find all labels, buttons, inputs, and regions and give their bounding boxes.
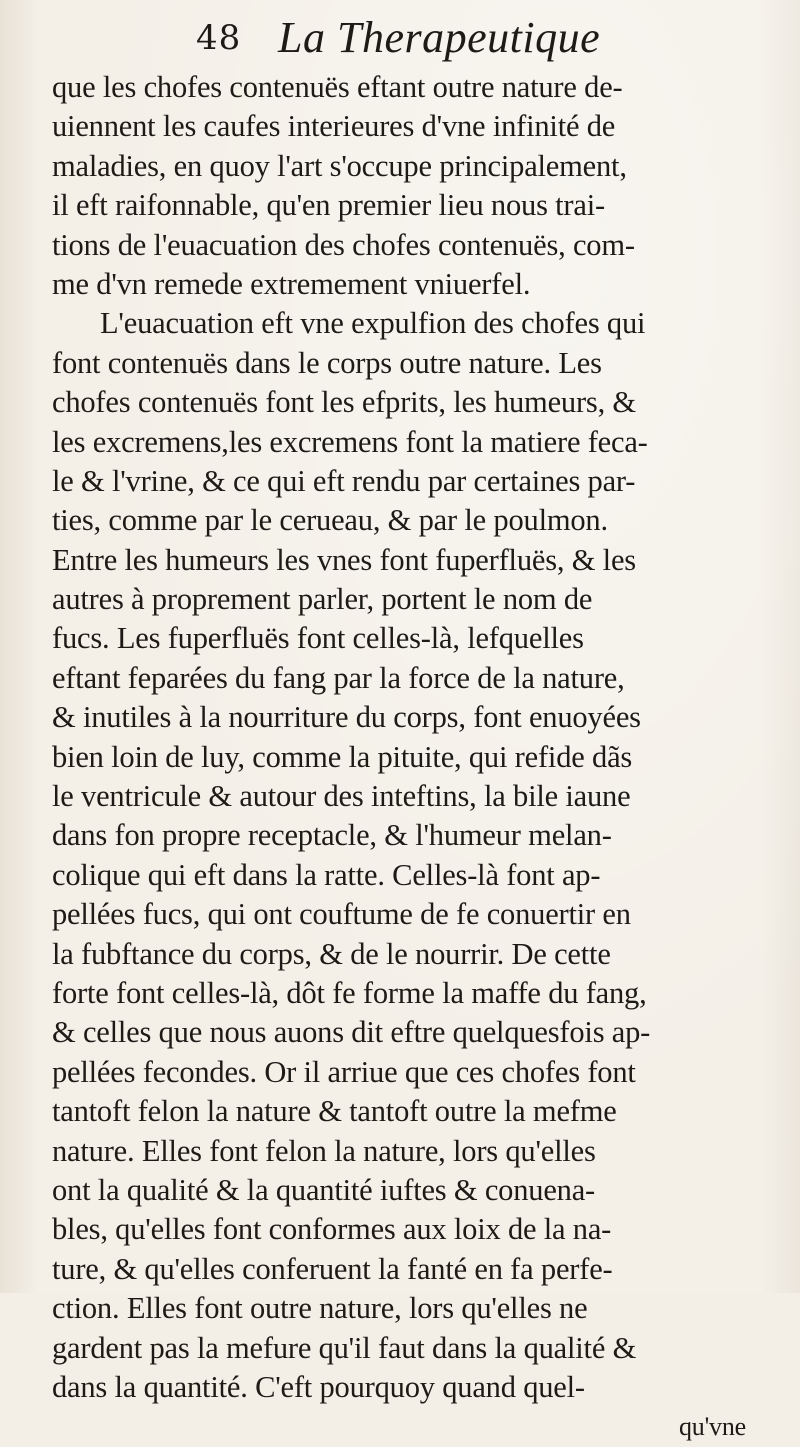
text-line: & celles que nous auons dit eftre quelquesfois ap- [52,1015,651,1050]
running-head [186,14,706,74]
text-line: dans fon propre receptacle, & l'humeur melan- [52,818,612,853]
text-line: ties, comme par le cerueau, & par le poulmon. [52,503,608,538]
text-line: les excremens,les excremens font la matiere feca- [52,424,648,459]
text-line: dans la quantité. C'eft pourquoy quand quel- [52,1369,585,1404]
text-line: & inutiles à la nourriture du corps, font enuoyées [52,700,641,735]
text-line: ture, & qu'elles conferuent la fanté en fa perfe- [52,1251,613,1286]
text-line: chofes contenuës font les efprits, les humeurs, & [52,385,636,420]
text-line: L'euacuation eft vne expulfion des chofes qui [100,306,646,341]
text-line: forte font celles-là, dôt fe forme la maffe du fang, [52,975,647,1010]
text-line: bles, qu'elles font conformes aux loix de la na- [52,1212,612,1247]
text-line: bien loin de luy, comme la pituite, qui refide dãs [52,739,633,774]
text-line: nature. Elles font felon la nature, lors qu'elles [52,1133,596,1168]
text-line: fucs. Les fuperfluës font celles-là, lefquelles [52,621,584,656]
text-line: gardent pas la mefure qu'il faut dans la qualité & [52,1330,637,1365]
book-title: La Therapeutique [278,13,601,62]
text-line: Entre les humeurs les vnes font fuperfluës, & les [52,542,636,577]
page-number: 48 [196,18,242,58]
text-line: uiennent les caufes interieures d'vne infinité de [52,109,616,144]
text-line: il eft raifonnable, qu'en premier lieu nous trai- [52,188,605,223]
text-line: eftant feparées du fang par la force de la nature, [52,660,625,695]
text-line: ont la qualité & la quantité iuftes & conuena- [52,1172,596,1207]
text-line: le & l'vrine, & ce qui eft rendu par certaines par- [52,463,636,498]
text-line: tions de l'euacuation des chofes contenuës, com- [52,227,635,262]
text-line: me d'vn remede extremement vniuerfel. [52,266,531,301]
text-line: la fubftance du corps, & de le nourrir. De cette [52,936,611,971]
catchword: qu'vne [678,1412,746,1442]
body-text [52,68,772,1447]
text-line: maladies, en quoy l'art s'occupe principalement, [52,148,627,183]
text-line: le ventricule & autour des inteftins, la bile iaune [52,779,631,814]
text-line: pellées fecondes. Or il arriue que ces chofes font [52,1054,636,1089]
text-line: pellées fucs, qui ont couftume de fe conuertir en [52,897,631,932]
text-line: que les chofes contenuës eftant outre nature de- [52,70,623,104]
text-line: colique qui eft dans la ratte. Celles-là font ap- [52,857,601,892]
text-line: ction. Elles font outre nature, lors qu'elles ne [52,1291,588,1326]
text-line: font contenuës dans le corps outre nature. Les [52,345,602,380]
text-line: autres à proprement parler, portent le nom de [52,582,593,617]
text-line: tantoft felon la nature & tantoft outre la mefme [52,1094,617,1129]
